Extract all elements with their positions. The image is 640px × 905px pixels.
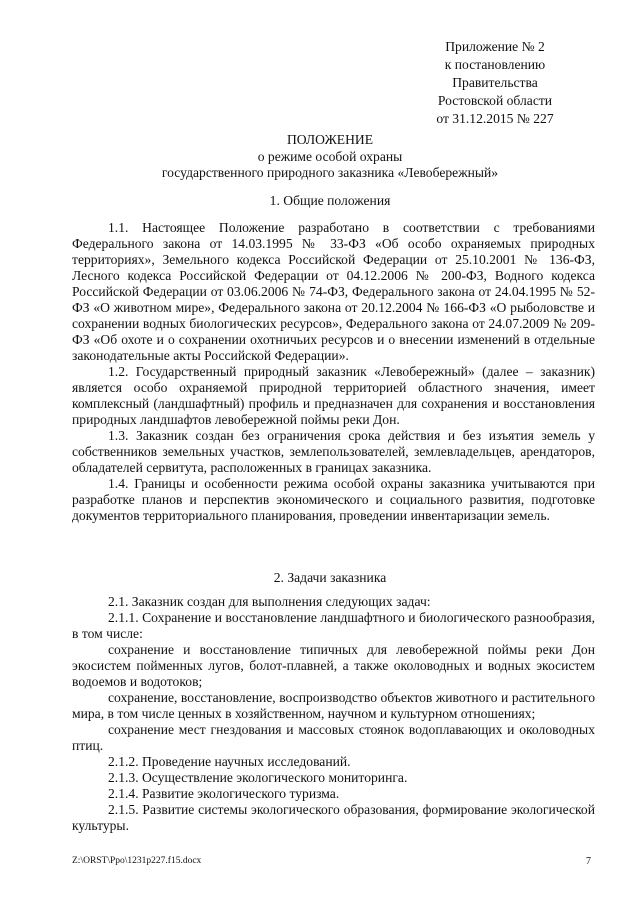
paragraph: 1.2. Государственный природный заказник «Левобережный» (далее – заказник) является особо охраняемой природной территорией областного значения, имеет комплексный (ландшафтный) профиль и предназначен для сохранения и восстановления природных ландшафтов левобережной поймы реки Дон. — [72, 364, 595, 427]
paragraph: сохранение, восстановление, воспроизводство объектов животного и растительного мира, в том числе ценных в хозяйственном, научном и культурном отношениях; — [72, 690, 595, 721]
section-heading-2: 2. Задачи заказника — [273, 570, 387, 585]
paragraph: 1.4. Границы и особенности режима особой охраны заказника учитываются при разработке планов и перспектив экономического и социального развития, подготовке документов территориального планирования, проведении инвентаризации земель. — [72, 476, 595, 523]
appendix-line: от 31.12.2015 № 227 — [436, 111, 554, 126]
paragraph: сохранение мест гнездования и массовых стоянок водоплавающих и околоводных птиц. — [72, 722, 595, 753]
footer-file-path: Z:\ORST\Ppo\1231p227.f15.docx — [72, 856, 202, 866]
document-title — [60, 132, 600, 181]
page-number: 7 — [586, 856, 591, 867]
title-main: ПОЛОЖЕНИЕ — [286, 132, 374, 147]
paragraph: 2.1.4. Развитие экологического туризма. — [108, 786, 340, 801]
paragraph: сохранение и восстановление типичных для левобережной поймы реки Дон экосистем пойменных лугов, болот-плавней, а также околоводных и водных экосистем водоемов и водотоков; — [72, 642, 595, 689]
section-heading-1: 1. Общие положения — [269, 193, 391, 208]
title-subtitle: о режиме особой охраны — [257, 149, 403, 164]
appendix-line: Правительства — [452, 75, 538, 90]
paragraph: 2.1.3. Осуществление экологического мониторинга. — [108, 770, 408, 785]
appendix-block — [410, 38, 580, 128]
appendix-line: к постановлению — [444, 57, 546, 72]
title-subtitle: государственного природного заказника «Левобережный» — [161, 165, 499, 180]
paragraph: 2.1. Заказник создан для выполнения следующих задач: — [108, 594, 431, 609]
appendix-line: Приложение № 2 — [445, 39, 545, 54]
paragraph: 1.1. Настоящее Положение разработано в соответствии с требованиями Федерального закона от 14.03.1995 № 33-ФЗ «Об особо охраняемых природных территориях», Земельного кодекса Российской Федерации от 25.10.2001 № 136-ФЗ, Лесного кодекса Российской Федерации от 04.12.2006 № 200-ФЗ, Водного кодекса Российской Федерации от 03.06.2006 № 74-ФЗ, Федерального закона от 24.04.1995 № 52-ФЗ «О животном мире», Федерального закона от 20.12.2004 № 166-ФЗ «О рыболовстве и сохранении водных биологических ресурсов», Федерального закона от 24.07.2009 № 209-ФЗ «Об охоте и о сохранении охотничьих ресурсов и о внесении изменений в отдельные законодательные акты Российской Федерации». — [72, 220, 595, 363]
section-2-body — [72, 594, 595, 834]
appendix-line: Ростовской области — [437, 93, 553, 108]
section-1-body — [72, 220, 595, 524]
paragraph: 1.3. Заказник создан без ограничения срока действия и без изъятия земель у собственников земельных участков, землепользователей, землевладельцев, арендаторов, обладателей сервитута, расположенных в границах заказника. — [72, 428, 595, 475]
paragraph: 2.1.1. Сохранение и восстановление ландшафтного и биологического разнообразия, в том числе: — [72, 610, 595, 641]
paragraph: 2.1.2. Проведение научных исследований. — [108, 754, 351, 769]
paragraph: 2.1.5. Развитие системы экологического образования, формирование экологической культуры. — [72, 802, 595, 833]
